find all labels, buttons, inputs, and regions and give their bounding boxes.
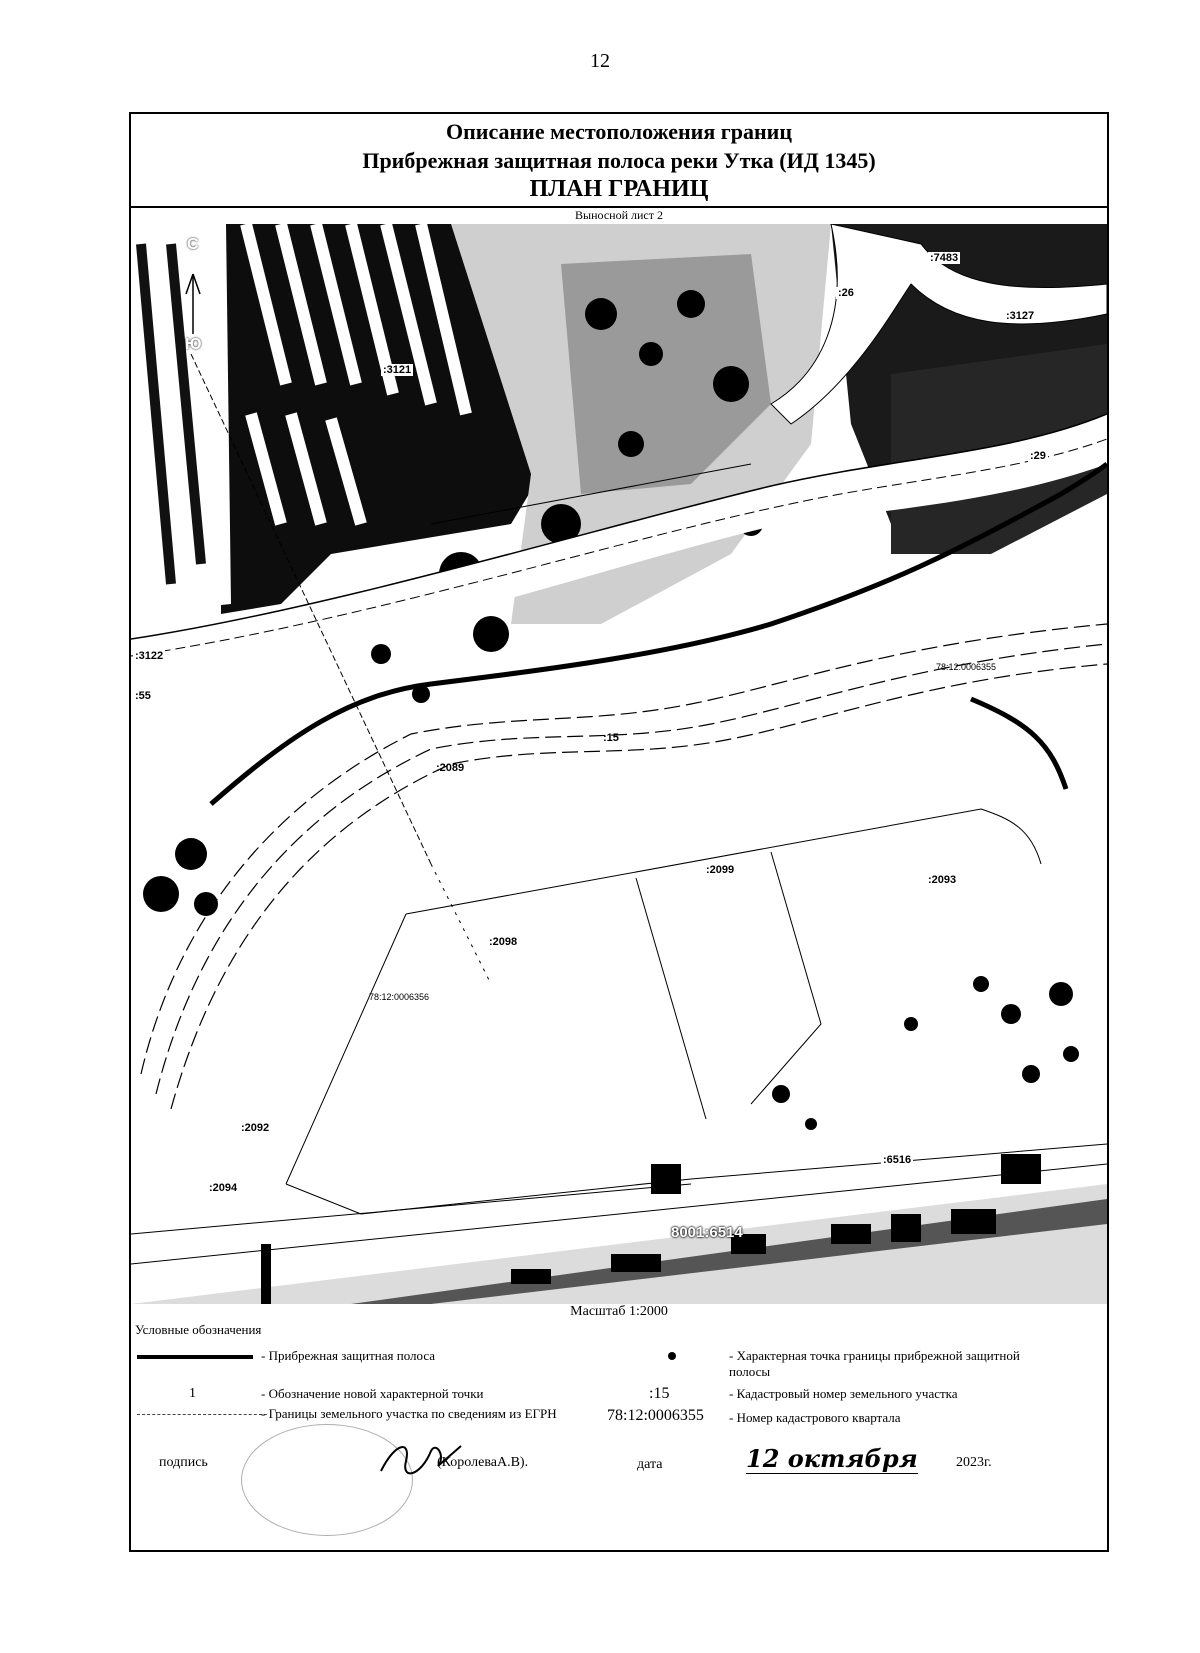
sheet-label: Выносной лист 2 [575, 208, 663, 222]
parcel-label-2094: :2094 [209, 1182, 238, 1194]
legend-quarter-desc: - Номер кадастрового квартала [729, 1410, 901, 1425]
legend-parcel-symbol [137, 1414, 267, 1415]
header-title: Описание местоположения границ [445, 119, 793, 144]
map-area [131, 224, 1107, 1304]
compass-north: С [187, 236, 199, 253]
parcel-label-2092: :2092 [241, 1122, 270, 1134]
date-year: 2023г. [956, 1455, 992, 1470]
parcel-label-15: :15 [603, 732, 619, 744]
parcel-label-26: :26 [838, 287, 854, 299]
legend-zone-line-symbol [137, 1355, 253, 1359]
parcel-label-3122: :3122 [135, 650, 164, 662]
plan-frame [129, 112, 1109, 1552]
parcel-label-2093: :2093 [928, 874, 957, 886]
date-label: дата [637, 1457, 663, 1472]
quarter-label-mid: 78:12:0006356 [369, 992, 430, 1002]
signature-label: подпись [159, 1455, 208, 1470]
header-plan-title: ПЛАН ГРАНИЦ [529, 176, 709, 202]
legend-quarter-symbol: 78:12:0006355 [607, 1407, 704, 1424]
quarter-label-top: 78:12:0006355 [936, 662, 997, 672]
parcel-label-2098: :2098 [489, 936, 518, 948]
header-subtitle: Прибрежная защитная полоса реки Утка (ИД 1345) [362, 148, 876, 173]
parcel-label-7483: :7483 [930, 252, 959, 264]
parcel-label-6516: :6516 [883, 1154, 912, 1166]
quarter-label-bottom: 8001:6514 [671, 1224, 743, 1241]
map-svg [131, 224, 1107, 1304]
legend-cadastral-symbol: :15 [649, 1385, 670, 1402]
legend-cadastral-desc: - Кадастровый номер земельного участка [729, 1386, 958, 1401]
date-handwritten: 12 октября [746, 1444, 918, 1473]
parcel-label-55: :55 [135, 690, 151, 702]
legend-parcel-desc: - Границы земельного участка по сведениям из ЕГРН [261, 1406, 557, 1421]
legend-zone-line-desc: - Прибрежная защитная полоса [261, 1348, 436, 1363]
parcel-label-3121: :3121 [383, 364, 412, 376]
parcel-label-3127: :3127 [1006, 310, 1035, 322]
legend-new-point-symbol: 1 [189, 1386, 196, 1401]
legend-title: Условные обозначения [135, 1322, 262, 1337]
compass-south: Ю [185, 336, 202, 353]
signer-name: (КоролеваА.В). [437, 1455, 529, 1470]
legend-point-symbol [668, 1352, 676, 1360]
parcel-label-2089: :2089 [436, 762, 465, 774]
page-number: 12 [590, 50, 610, 72]
legend-point-desc: - Характерная точка границы прибрежной защитной полосы [729, 1348, 1020, 1379]
parcel-label-29: :29 [1030, 450, 1046, 462]
parcel-label-2099: :2099 [706, 864, 735, 876]
legend-new-point-desc: - Обозначение новой характерной точки [261, 1386, 484, 1401]
map-scale: Масштаб 1:2000 [570, 1304, 668, 1319]
plan-header [131, 114, 1107, 208]
